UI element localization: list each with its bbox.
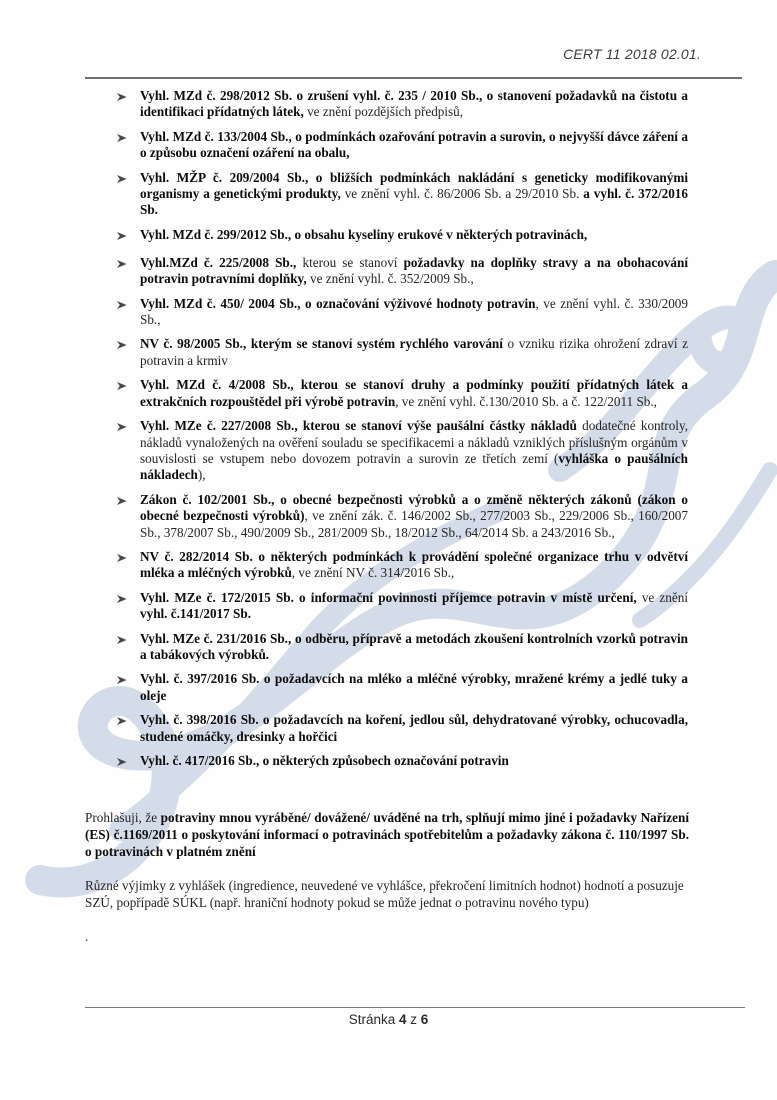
text-segment: , ve znění NV č. 314/2016 Sb., [291,565,455,581]
list-item [85,418,742,484]
declaration-paragraph [85,877,689,911]
text-segment-bold: požadavky na doplňky stravy a na obohacování potravin potravními doplňky, [140,254,688,287]
header-divider-line [85,77,742,79]
arrow-bullet-icon [116,753,140,773]
text-segment-bold: Vyhl. MZd č. 298/2012 Sb. o zrušení vyhl. č. 235 / 2010 Sb., o stanovení požadavků na čistotu a identifikaci přídatných látek, [140,88,688,120]
text-segment-bold: Zákon č. 102/2001 Sb., o obecné bezpečnosti výrobků a o změně některých zákonů (zákon o obecné bezpečnosti výrobků) [140,491,688,524]
list-item-text [140,296,688,329]
arrow-bullet-icon [116,377,140,397]
list-item-text [140,255,688,288]
text-segment: Prohlašuji, že [85,810,161,825]
text-segment: ve znění [636,589,688,605]
text-segment: , ve znění zák. č. 146/2002 Sb., 277/2003 Sb., 229/2006 Sb., 160/2007 Sb., 378/2007 Sb., 490/2009 Sb., 281/2009 Sb., 18/2012 Sb., 64/2014 Sb. a 243/2016 Sb., [140,508,688,540]
list-item [85,549,742,582]
footer-current-page: 4 [398,1012,407,1027]
list-item-text [140,227,688,243]
list-item [85,712,742,745]
page-number-footer [0,1012,777,1027]
list-item-text [140,549,688,582]
list-item [85,671,742,704]
list-item [85,129,742,162]
arrow-bullet-icon [116,671,140,691]
arrow-bullet-icon [116,170,140,190]
arrow-bullet-icon [116,255,140,275]
list-item-text [140,492,688,541]
list-item-text [140,590,688,623]
list-item-text [140,631,688,664]
text-segment-bold: Vyhl. MZe č. 227/2008 Sb., kterou se stanoví výše paušální částky nákladů [140,418,577,434]
text-segment-bold: a vyhl. č. 372/2016 Sb. [140,186,688,218]
text-segment-bold: Vyhl. MŽP č. 209/2004 Sb., o bližších podmínkách nakládání s geneticky modifikovanými organismy a genetickými produkty, [140,169,688,202]
text-segment-bold: Vyhl. MZe č. 231/2016 Sb., o odběru, přípravě a metodách zkoušení kontrolních vzorků potravin a tabákových výrobků. [140,630,688,662]
arrow-bullet-icon [116,336,140,356]
list-item [85,631,742,664]
declaration-paragraph [85,928,689,945]
text-segment-bold: NV č. 282/2014 Sb. o některých podmínkách k provádění společné organizace trhu v odvětví mléka a mléčných výrobků [140,548,688,581]
arrow-bullet-icon [116,712,140,732]
list-item-text [140,129,688,162]
list-item-text [140,336,688,369]
arrow-bullet-icon [116,492,140,512]
list-item [85,88,742,121]
list-item [85,753,742,773]
arrow-bullet-icon [116,296,140,316]
text-segment: dodatečné kontroly, nákladů vynaložených na ověření souladu se specifikacemi a nákladů vzniklých příslušným orgánům v souvislosti se vstupem nebo dovozem potravin a surovin ze třetích zemí ( [140,418,688,466]
arrow-bullet-icon [116,549,140,569]
document-body [85,88,742,962]
footer-of-label: z [410,1012,418,1027]
list-item-text [140,753,688,769]
arrow-bullet-icon [116,227,140,247]
text-segment: kterou se stanoví [296,254,404,270]
header-document-reference: CERT 11 2018 02.01. [563,46,701,62]
text-segment-bold: Vyhl. MZd č. 299/2012 Sb., o obsahu kyseliny erukové v některých potravinách, [140,226,588,242]
list-item [85,590,742,623]
footer-divider-line [85,1007,745,1008]
list-item-text [140,88,688,121]
list-item [85,255,742,288]
declaration-paragraphs [85,809,689,945]
list-item [85,492,742,541]
list-item-text [140,418,688,484]
list-item [85,227,742,247]
list-item [85,336,742,369]
declaration-paragraph [85,809,689,860]
text-segment: ve znění vyhl. č. 352/2009 Sb., [306,271,474,287]
footer-label: Stránka [348,1012,396,1027]
text-segment-bold: Vyhl. č. 397/2016 Sb. o požadavcích na mléko a mléčné výrobky, mražené krémy a jedlé tuky a oleje [140,671,688,703]
footer-total-pages: 6 [420,1012,429,1027]
regulation-list [85,88,742,773]
text-segment: Různé výjimky z vyhlášek (ingredience, neuvedené ve vyhlášce, překročení limitních hodnot) hodnotí a posuzuje SZÚ, popřípadě SÚKL (např. hraniční hodnoty pokud se může jednat o potravinu nového typu) [85,878,684,910]
text-segment-bold: Vyhl. MZe č. 172/2015 Sb. o informační povinnosti příjemce potravin v místě určení, [140,589,637,605]
text-segment-bold: potraviny mnou vyráběné/ dovážené/ uváděné na trh, splňují mimo jiné i požadavky Nařízení (ES) č.1169/2011 o poskytování informací o potravinách spotřebitelům a požadavky zákona č. 110/1997 Sb. o potravinách v platném znění [85,810,689,859]
text-segment: . [85,929,89,944]
list-item-text [140,170,688,219]
text-segment-bold: Vyhl. MZd č. 133/2004 Sb., o podmínkách ozařování potravin a surovin, o nejvyšší dávce záření a o způsobu označení ozáření na obalu, [140,128,688,161]
arrow-bullet-icon [116,590,140,610]
text-segment-bold: Vyhl. MZd č. 4/2008 Sb., kterou se stanoví druhy a podmínky použití přídatných látek a extrakčních rozpouštědel při výrobě potravin [140,377,688,409]
list-item [85,377,742,410]
text-segment: ve znění vyhl. č. 86/2006 Sb. a 29/2010 Sb. [340,186,584,202]
arrow-bullet-icon [116,631,140,651]
text-segment-bold: Vyhl. MZd č. 450/ 2004 Sb., o označování výživové hodnoty potravin [140,295,536,311]
arrow-bullet-icon [116,88,140,108]
text-segment-bold: Vyhl. č. 417/2016 Sb., o některých způsobech označování potravin [140,753,509,768]
list-item-text [140,377,688,410]
list-item-text [140,712,688,745]
text-segment: o vzniku rizika ohrožení zdraví z potravin a krmiv [140,336,689,368]
list-item-text [140,671,688,704]
text-segment: ve znění pozdějších předpisů, [303,104,464,120]
text-segment: ), [197,467,206,483]
arrow-bullet-icon [116,129,140,149]
text-segment-bold: vyhl. č.141/2017 Sb. [140,606,252,622]
text-segment-bold: Vyhl.MZd č. 225/2008 Sb., [140,254,297,270]
arrow-bullet-icon [116,418,140,438]
text-segment: , ve znění vyhl. č. 330/2009 Sb., [140,295,688,328]
text-segment-bold: vyhláška o paušálních nákladech [140,450,688,483]
list-item [85,296,742,329]
text-segment: , ve znění vyhl. č.130/2010 Sb. a č. 122/2011 Sb., [395,393,657,409]
list-item [85,170,742,219]
text-segment-bold: Vyhl. č. 398/2016 Sb. o požadavcích na koření, jedlou sůl, dehydratované výrobky, ochucovadla, studené omáčky, dresinky a hořčici [140,712,688,744]
text-segment-bold: NV č. 98/2005 Sb., kterým se stanoví systém rychlého varování [140,336,503,352]
